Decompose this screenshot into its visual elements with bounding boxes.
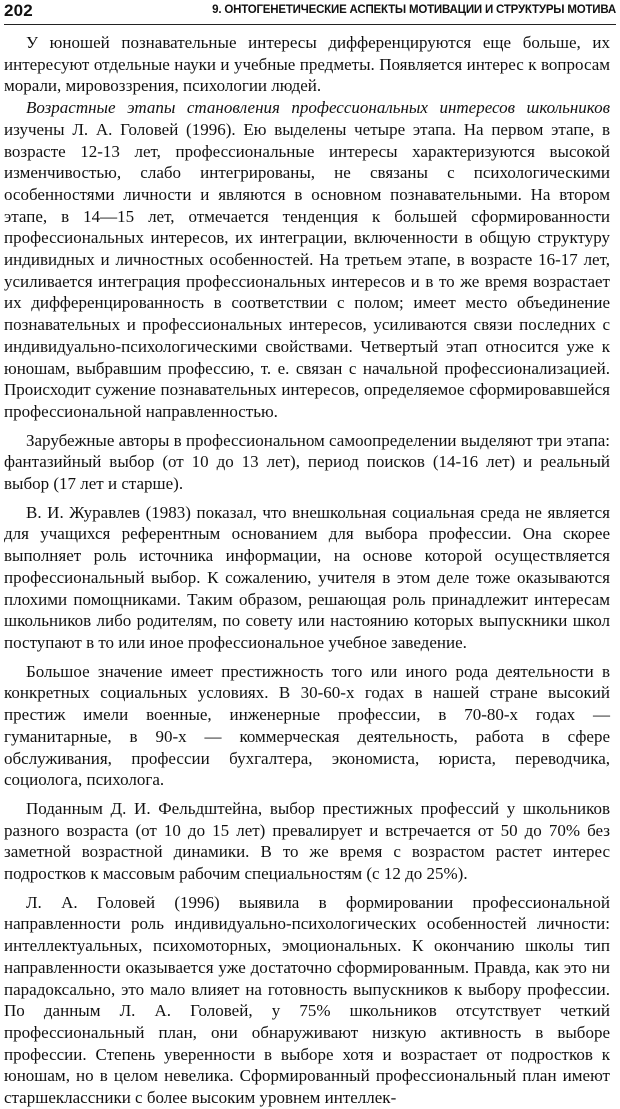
page-header [4,0,616,24]
paragraph-text: Поданным Д. И. Фельдштейна, выбор престижных профессий у школьников разного возраста (от 10 до 15 лет) превалирует и встречается от 50 до 70% без заметной возрастной динамики. В то же время с возрастом растет интерес подростков к массовым рабочим специальностям (с 12 до 25%). [4,798,610,884]
paragraph-text: Зарубежные авторы в профессиональном самоопределении выделяют три этапа: фантазийный выбор (от 10 до 13 лет), период поисков (14-16 лет) и реальный выбор (17 лет и старше). [4,430,610,494]
paragraph-text: Большое значение имеет престижность того или иного рода деятельности в конкретных социальных условиях. В 30-60-х годах в нашей стране высокий престиж имели военные, инженерные профессии, в 70-80-х годах — гуманитарные, в 90-х — коммерческая деятельность, работа в сфере обслуживания, профессии бухгалтера, экономиста, юриста, переводчика, социолога, психолога. [4,661,610,790]
paragraph-text: В. И. Журавлев (1983) показал, что внешкольная социальная среда не является для учащихся референтным основанием для выбора профессии. Она скорее выполняет роль источника информации, на основе которой осуществляется профессиональный выбор. К сожалению, учителя в этом деле тоже оказываются плохими помощниками. Таким образом, решающая роль принадлежит интересам школьников либо родителям, по совету или настоянию которых выпускники школ поступают в то или иное профессиональное учебное заведение. [4,502,610,652]
paragraph [4,798,610,885]
italic-lead: Возрастные этапы становления профессиональных интересов школьников [26,98,610,118]
paragraph [4,892,610,1109]
paragraph [4,97,610,423]
paragraph-text: У юношей познавательные интересы дифференцируются еще больше, их интересуют отдельные науки и учебные предметы. Появляется интерес к вопросам морали, мировоззрения, психологии людей. [4,33,610,96]
page-number: 202 [4,1,33,20]
paragraph-text: Л. А. Головей (1996) выявила в формировании профессиональной направленности роль индивидуально-психологических особенностей личности: интеллектуальных, психомоторных, эмоциональных. К окончанию школы тип направленности оказывается уже достаточно сформированным. Правда, как это ни парадоксально, это мало влияет на готовность выпускников к выбору профессии. По данным Л. А. Головей, у 75% школьников отсутствует четкий профессиональный план, они обнаруживают низкую активность в выборе профессии. Степень уверенности в выборе хотя и возрастает от подростков к юношам, но в целом невелика. Сформированный профессиональный план имеют старшеклассники с более высоким уровнем интеллек- [4,892,610,1108]
paragraph-text: изучены Л. А. Головей (1996). Ею выделены четыре этапа. На первом этапе, в возрасте 12-13 лет, профессиональные интересы характеризуются высокой изменчивостью, слабо интегрированы, не связаны с психологическими особенностями личности и являются в основном познавательными. На втором этапе, в 14—15 лет, отмечается тенденция к большей сформированности профессиональных интересов, их интеграции, включенности в общую структуру индивидных и личностных особенностей. На третьем этапе, в возрасте 16-17 лет, усиливается интеграция профессиональных интересов и в то же время возрастает их дифференцированность в соответствии с полом; имеет место объединение познавательных и профессиональных интересов, усиливаются связи последних с индивидуально-психологическими свойствами. Четвертый этап относится уже к юношам, выбравшим профессию, т. е. связан с начальной профессионализацией. Происходит сужение познавательных интересов, определяемое сформировавшейся профессиональной направленностью. [4,119,610,421]
running-title: 9. ОНТОГЕНЕТИЧЕСКИЕ АСПЕКТЫ МОТИВАЦИИ И СТРУКТУРЫ МОТИВА [212,4,616,16]
paragraph [4,661,610,791]
header-rule [4,24,616,25]
paragraph [4,32,610,97]
paragraph [4,430,610,495]
page-body [4,32,610,1108]
paragraph [4,502,610,654]
